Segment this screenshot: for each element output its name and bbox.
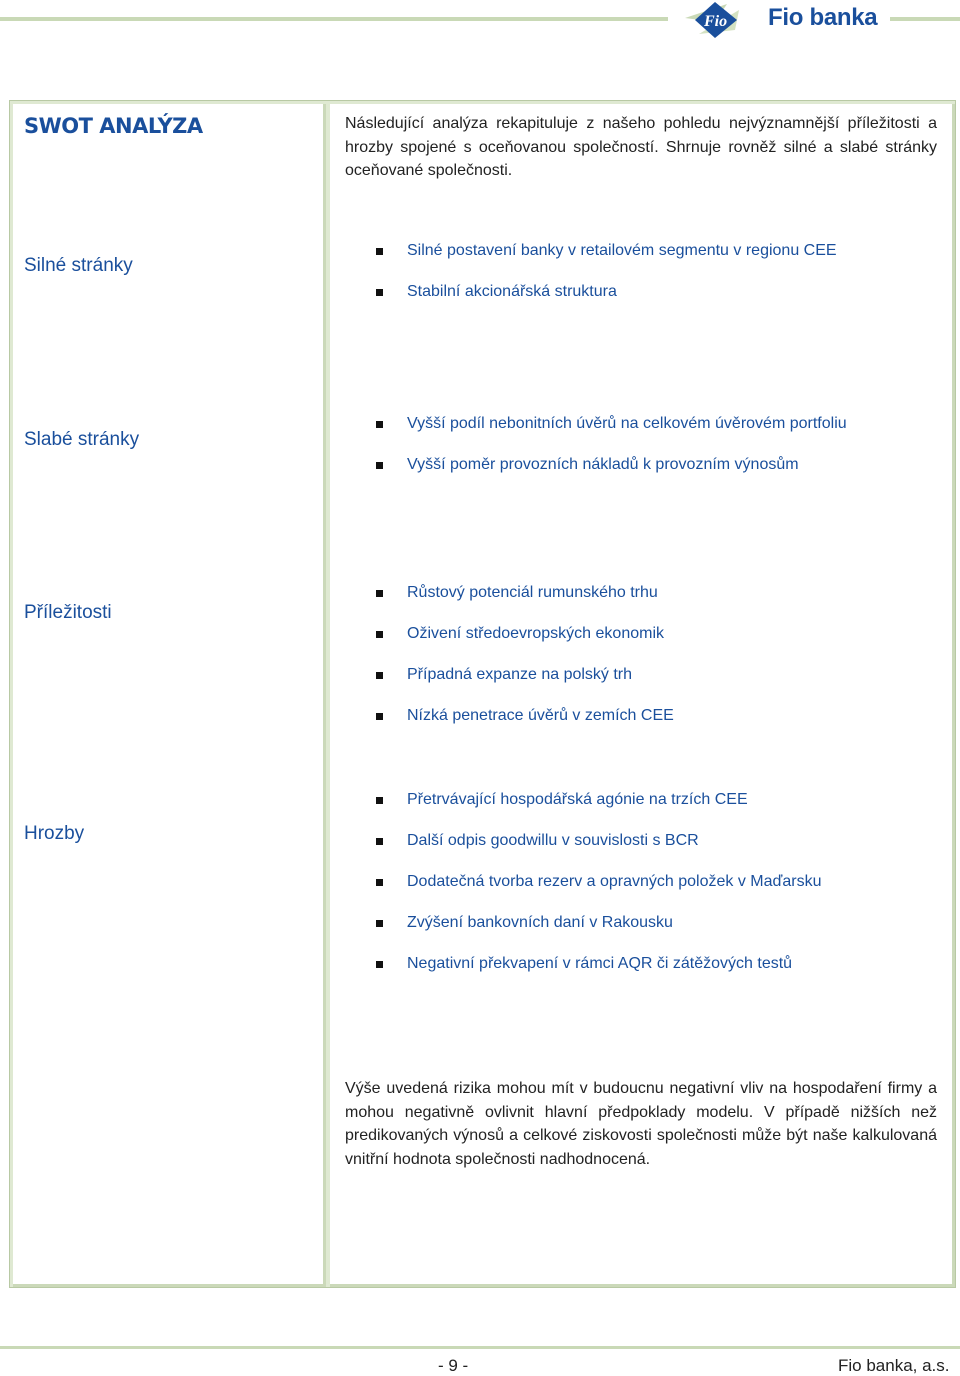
bullet-icon [376,920,383,927]
bullet-icon [376,672,383,679]
bullet-icon [376,590,383,597]
footer-rule [0,1346,960,1349]
section-label-weaknesses: Slabé stránky [24,429,140,450]
logo-emblem-text: Fio [704,13,728,30]
header-rule-left [0,17,668,21]
bullet-icon [376,248,383,255]
bullet-icon [376,289,383,296]
section-label-strengths: Silné stránky [24,255,133,276]
bullet-icon [376,797,383,804]
page-number: - 9 - [438,1356,469,1375]
header-rule-right [890,17,960,21]
bullet-icon [376,631,383,638]
logo-text: Fio banka [768,4,878,31]
intro-paragraph: Následující analýza rekapituluje z našeho pohledu nejvýznamnější příležitosti a hrozby spojené s oceňovanou společností. Shrnuje rovněž silné a slabé stránky oceňované společnosti. [345,115,937,179]
bullet-icon [376,462,383,469]
footer-company: Fio banka, a.s. [838,1356,950,1375]
bullet-icon [376,961,383,968]
closing-paragraph: Výše uvedená rizika mohou mít v budoucnu negativní vliv na hospodaření firmy a mohou negativně ovlivnit hlavní předpoklady modelu. V případě nižších než predikovaných výnosů a celkové ziskovosti společnosti může být naše kalkulovaná vnitřní hodnota společnosti nadhodnocená. [345,1080,937,1168]
bullet-icon [376,713,383,720]
bullet-icon [376,879,383,886]
bullet-icon [376,421,383,428]
bullet-icon [376,838,383,845]
left-column [13,104,326,1287]
page-title: SWOT ANALÝZA [24,114,203,138]
section-label-threats: Hrozby [24,823,85,844]
section-label-opportunities: Příležitosti [24,602,112,623]
